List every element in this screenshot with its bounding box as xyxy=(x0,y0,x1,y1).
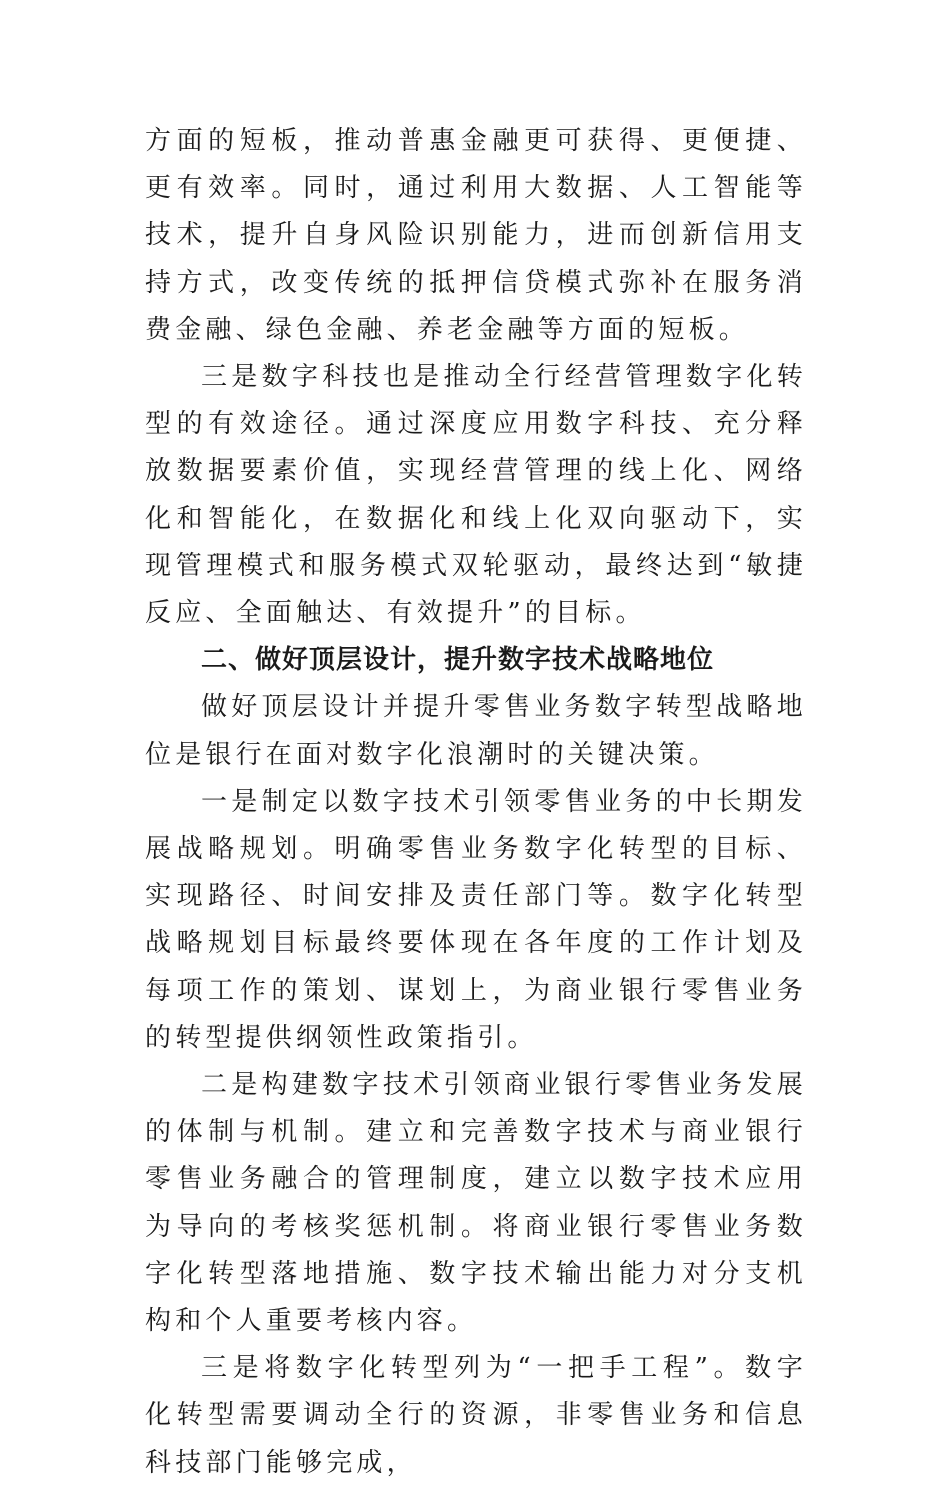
paragraph-continued: 方面的短板，推动普惠金融更可获得、更便捷、更有效率。同时，通过利用大数据、人工智能等技术，提升自身风险识别能力，进而创新信用支持方式，改变传统的抵押信贷模式弥补在服务消费金融、绿色金融、养老金融等方面的短板。 xyxy=(145,126,807,345)
document-body xyxy=(145,118,807,1487)
paragraph-point-three: 三是数字科技也是推动全行经营管理数字化转型的有效途径。通过深度应用数字科技、充分释放数据要素价值，实现经营管理的线上化、网络化和智能化，在数据化和线上化双向驱动下，实现管理模式和服务模式双轮驱动，最终达到“敏捷反应、全面触达、有效提升”的目标。 xyxy=(145,362,807,629)
section-heading: 二、做好顶层设计，提升数字技术战略地位 xyxy=(201,645,715,676)
paragraph-intro: 做好顶层设计并提升零售业务数字转型战略地位是银行在面对数字化浪潮时的关键决策。 xyxy=(145,692,807,770)
paragraph-point-three-b: 三是将数字化转型列为“一把手工程”。数字化转型需要调动全行的资源，非零售业务和信息科技部门能够完成， xyxy=(145,1353,807,1478)
paragraph-point-one: 一是制定以数字技术引领零售业务的中长期发展战略规划。明确零售业务数字化转型的目标、实现路径、时间安排及责任部门等。数字化转型战略规划目标最终要体现在各年度的工作计划及每项工作的策划、谋划上，为商业银行零售业务的转型提供纲领性政策指引。 xyxy=(145,786,807,1053)
paragraph-point-two: 二是构建数字技术引领商业银行零售业务发展的体制与机制。建立和完善数字技术与商业银行零售业务融合的管理制度，建立以数字技术应用为导向的考核奖惩机制。将商业银行零售业务数字化转型落地措施、数字技术输出能力对分支机构和个人重要考核内容。 xyxy=(145,1070,807,1337)
